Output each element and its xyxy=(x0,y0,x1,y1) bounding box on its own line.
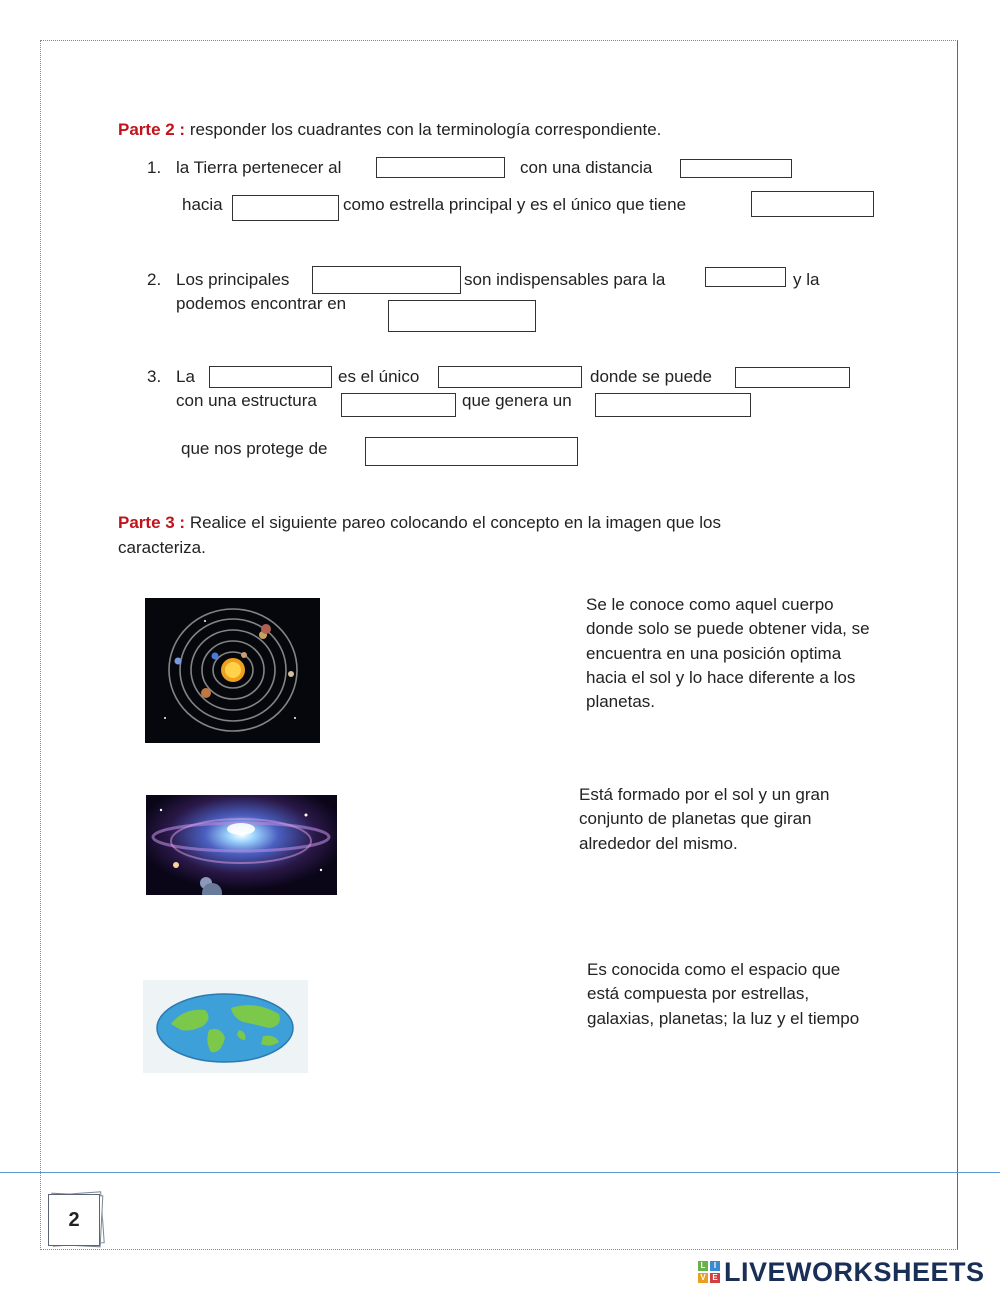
answer-field-q1-2[interactable] xyxy=(680,159,792,178)
page-number-text: 2 xyxy=(68,1208,80,1231)
part3-instruction: Realice el siguiente pareo colocando el concepto en la imagen que los xyxy=(185,513,721,532)
q1-text-d: como estrella principal y es el único que tiene xyxy=(343,195,687,214)
logo-letter-i: I xyxy=(710,1261,720,1271)
part2-heading xyxy=(118,118,661,142)
brand-name: LIVEWORKSHEETS xyxy=(724,1256,985,1287)
logo-mark xyxy=(698,1261,720,1283)
q2-text-d: podemos encontrar en xyxy=(176,294,347,313)
galaxy-image[interactable] xyxy=(146,795,337,895)
part3-heading xyxy=(118,511,721,535)
q2-text-c: y la xyxy=(793,270,820,289)
earth-map-image[interactable] xyxy=(143,980,308,1073)
q3-text-c: donde se puede xyxy=(590,367,712,386)
logo-letter-l: L xyxy=(698,1261,708,1271)
q1-number: 1. xyxy=(147,158,162,177)
answer-field-q3-1[interactable] xyxy=(209,366,332,388)
q3-text-e: que genera un xyxy=(462,391,572,410)
q2-text-a: Los principales xyxy=(176,270,290,289)
answer-field-q3-2[interactable] xyxy=(438,366,582,388)
answer-field-q1-3[interactable] xyxy=(232,195,339,221)
q1-text-a: la Tierra pertenecer al xyxy=(176,158,342,177)
q3-text-d: con una estructura xyxy=(176,391,317,410)
q2-text-b: son indispensables para la xyxy=(464,270,666,289)
answer-field-q3-6[interactable] xyxy=(365,437,578,466)
answer-field-q3-5[interactable] xyxy=(595,393,751,417)
answer-field-q2-1[interactable] xyxy=(312,266,461,294)
q1-text-c: hacia xyxy=(182,195,223,214)
description-1: Se le conoce como aquel cuerpo donde solo se puede obtener vida, se encuentra en una posición optima hacia el sol y lo hace diferente a los planetas. xyxy=(586,595,870,712)
answer-field-q3-4[interactable] xyxy=(341,393,456,417)
answer-field-q1-1[interactable] xyxy=(376,157,505,178)
q1-text-b: con una distancia xyxy=(520,158,653,177)
q3-text-a: La xyxy=(176,367,195,386)
liveworksheets-logo[interactable] xyxy=(698,1258,985,1286)
q2-number: 2. xyxy=(147,270,162,289)
part2-label: Parte 2 : xyxy=(118,120,186,139)
answer-field-q2-3[interactable] xyxy=(388,300,536,332)
q3-text-b: es el único xyxy=(338,367,420,386)
q3-number: 3. xyxy=(147,367,162,386)
q3-text-f: que nos protege de xyxy=(181,439,328,458)
part3-label: Parte 3 : xyxy=(118,513,186,532)
part3-instruction-cont: caracteriza. xyxy=(118,538,206,557)
answer-field-q1-4[interactable] xyxy=(751,191,874,217)
answer-field-q2-2[interactable] xyxy=(705,267,786,287)
solar-system-image[interactable] xyxy=(145,598,320,743)
answer-field-q3-3[interactable] xyxy=(735,367,850,388)
page-number xyxy=(48,1194,100,1246)
description-3: Es conocida como el espacio que está compuesta por estrellas, galaxias, planetas; la luz y el tiempo xyxy=(587,960,860,1028)
description-2: Está formado por el sol y un gran conjunto de planetas que giran alrededor del mismo. xyxy=(579,785,830,853)
part2-instruction: responder los cuadrantes con la terminología correspondiente. xyxy=(185,120,662,139)
logo-letter-v: V xyxy=(698,1273,708,1283)
footer-divider xyxy=(0,1172,1000,1173)
logo-letter-e: E xyxy=(710,1273,720,1283)
